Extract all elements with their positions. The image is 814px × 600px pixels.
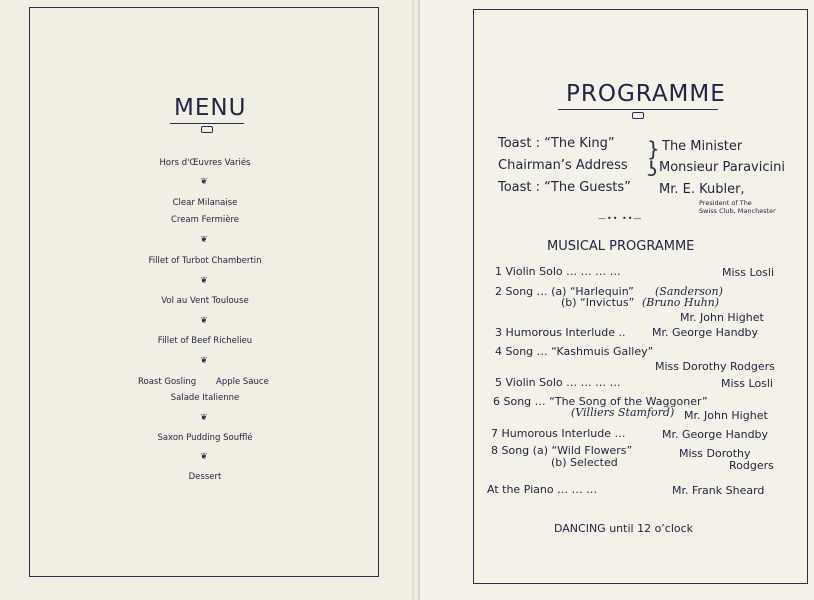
kubler-note: Swiss Club, Manchester (699, 207, 776, 215)
item-6-performer: Mr. John Highet (684, 409, 768, 422)
item-7-performer: Mr. George Handby (662, 428, 769, 441)
item-2b: (b) “Invictus” (561, 296, 635, 309)
toast-guests: Toast : “The Guests” (498, 180, 631, 195)
item-1: 1 Violin Solo … … … … (495, 265, 621, 278)
menu-course: Fillet of Turbot Chambertin (148, 256, 262, 266)
menu-title: MENU (174, 95, 247, 121)
menu-course: Vol au Vent Toulouse (161, 296, 249, 306)
item-5: 5 Violin Solo … … … … (495, 376, 621, 389)
menu-border (29, 7, 379, 577)
menu-course: Fillet of Beef Richelieu (157, 336, 253, 346)
fleuron-icon: ❦ (200, 452, 208, 462)
item-2a: 2 Song … (a) “Harlequin” (495, 285, 634, 298)
fleuron-icon: ❦ (200, 356, 208, 366)
menu-course: Cream Fermière (170, 215, 240, 225)
item-7: 7 Humorous Interlude … (491, 427, 626, 440)
item-1-performer: Miss Losli (722, 266, 775, 279)
menu-course: Roast Gosling (138, 377, 197, 387)
fleuron-icon: ❦ (200, 413, 208, 423)
fleuron-icon: ❦ (200, 316, 208, 326)
item-8b: (b) Selected (551, 456, 618, 469)
item-8a: 8 Song (a) “Wild Flowers” (491, 444, 633, 457)
item-2-performer: Mr. John Highet (680, 311, 764, 324)
page-fold (412, 0, 420, 600)
item-4-performer: Miss Dorothy Rodgers (655, 360, 775, 373)
item-3-performer: Mr. George Handby (652, 326, 759, 339)
programme-title: PROGRAMME (566, 81, 726, 107)
fleuron-icon: ❦ (200, 235, 208, 245)
section-separator: —•• ••— (598, 214, 643, 223)
menu-ornament (170, 123, 244, 133)
toast-king: Toast : “The King” (498, 136, 615, 151)
item-8-performer: Miss Dorothy (679, 447, 751, 460)
brace-icon: ʖ (647, 157, 658, 181)
menu-course: Saxon Pudding Soufflé (157, 433, 253, 443)
speaker-paravicini: Monsieur Paravicini (659, 160, 785, 175)
item-2b-composer: (Bruno Huhn) (642, 296, 720, 309)
fleuron-icon: ❦ (200, 177, 208, 187)
item-6-composer: (Villiers Stamford) (571, 406, 675, 419)
brace-icon: } (647, 137, 660, 161)
item-8-performer: Rodgers (729, 459, 774, 472)
menu-course: Hors d'Œuvres Variés (159, 158, 251, 168)
menu-course: Dessert (188, 472, 222, 482)
programme-ornament (558, 109, 718, 119)
item-5-performer: Miss Losli (721, 377, 774, 390)
menu-course: Apple Sauce (216, 377, 269, 387)
menu-course: Salade Italienne (170, 393, 240, 403)
speaker-kubler: Mr. E. Kubler, (659, 182, 745, 197)
piano-performer: Mr. Frank Sheard (672, 484, 765, 497)
dancing-line: DANCING until 12 o’clock (554, 522, 694, 535)
piano-line: At the Piano … … … (487, 483, 598, 496)
item-3: 3 Humorous Interlude .. (495, 326, 626, 339)
kubler-note: President of The (699, 199, 752, 207)
speaker-minister: The Minister (662, 139, 743, 154)
fleuron-icon: ❦ (200, 276, 208, 286)
item-4: 4 Song … “Kashmuis Galley” (495, 345, 654, 358)
menu-course: Clear Milanaise (172, 198, 238, 208)
item-6: 6 Song … “The Song of the Waggoner” (493, 395, 708, 408)
item-2a-composer: (Sanderson) (655, 285, 723, 298)
chairmans-address: Chairman’s Address (498, 158, 628, 173)
musical-programme-title: MUSICAL PROGRAMME (547, 239, 695, 254)
